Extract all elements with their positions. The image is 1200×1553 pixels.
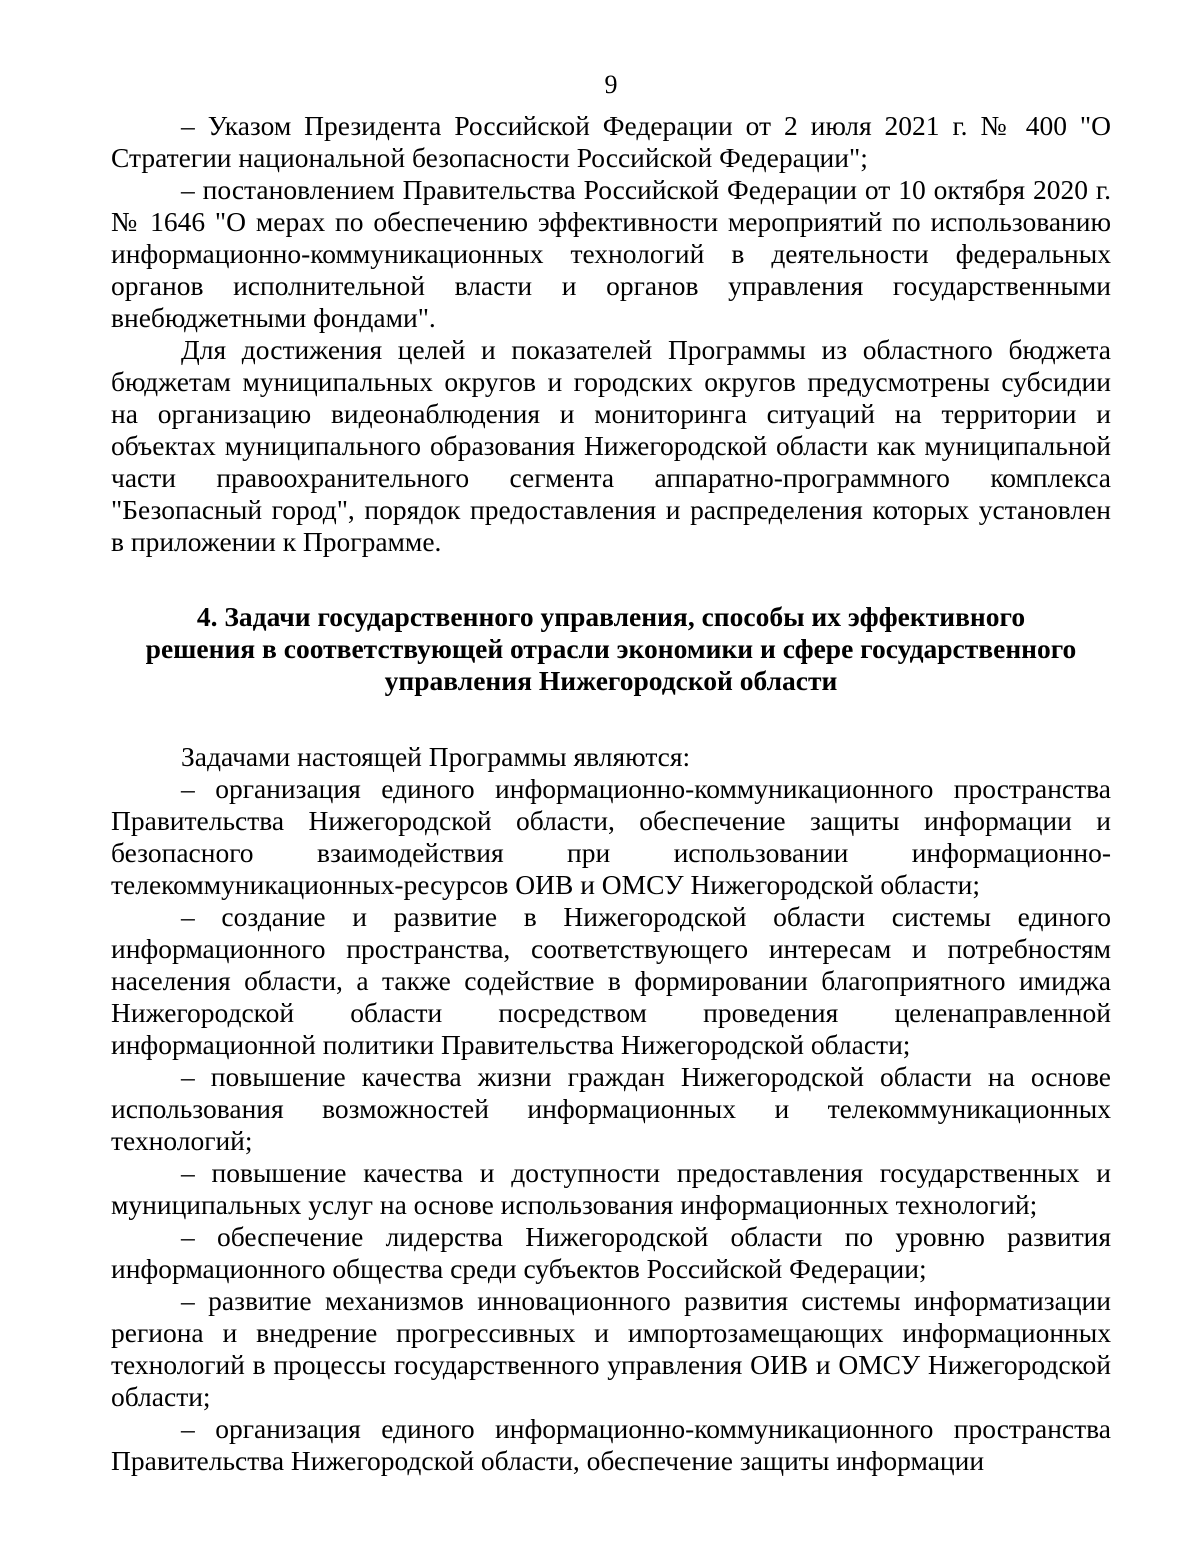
page-number: 9 xyxy=(604,70,618,99)
section-heading-line-3: управления Нижегородской области xyxy=(384,665,838,696)
section-heading xyxy=(111,601,1111,697)
list-item-task: – создание и развитие в Нижегородской области системы единого информационного пространства, соответствующего интересам и потребностям населения области, а также содействие в формировании благоприятного имиджа Нижегородской области посредством проведения целенаправленной информационной политики Правительства Нижегородской области; xyxy=(111,901,1111,1060)
paragraph-subsidies: Для достижения целей и показателей Программы из областного бюджета бюджетам муниципальных округов и городских округов предусмотрены субсидии на организацию видеонаблюдения и мониторинга ситуаций на территории и объектах муниципального образования Нижегородской области как муниципальной части правоохранительного сегмента аппаратно-программного комплекса "Безопасный город", порядок предоставления и распределения которых установлен в приложении к Программе. xyxy=(111,334,1111,557)
document-page xyxy=(111,70,1111,1477)
paragraph-government-resolution: – постановлением Правительства Российской Федерации от 10 октября 2020 г. № 1646 "О мерах по обеспечению эффективности мероприятий по использованию информационно-коммуникационных технологий в деятельности федеральных органов исполнительной власти и органов управления государственными внебюджетными фондами". xyxy=(111,174,1111,333)
section-heading-line-2: решения в соответствующей отрасли экономики и сфере государственного xyxy=(145,633,1077,664)
section-heading-line-1: 4. Задачи государственного управления, способы их эффективного xyxy=(196,601,1026,632)
paragraph-decree-president: – Указом Президента Российской Федерации от 2 июля 2021 г. № 400 "О Стратегии национальной безопасности Российской Федерации"; xyxy=(111,110,1111,173)
list-item-task: – повышение качества и доступности предоставления государственных и муниципальных услуг на основе использования информационных технологий; xyxy=(111,1157,1111,1220)
list-item-task: – организация единого информационно-коммуникационного пространства Правительства Нижегородской области, обеспечение защиты информации и безопасного взаимодействия при использовании информационно-телекоммуникационных-ресурсов ОИВ и ОМСУ Нижегородской области; xyxy=(111,773,1111,900)
list-item-task: – повышение качества жизни граждан Нижегородской области на основе использования возможностей информационных и телекоммуникационных технологий; xyxy=(111,1061,1111,1156)
list-item-task: – обеспечение лидерства Нижегородской области по уровню развития информационного общества среди субъектов Российской Федерации; xyxy=(111,1221,1111,1284)
list-item-task: – организация единого информационно-коммуникационного пространства Правительства Нижегородской области, обеспечение защиты информации xyxy=(111,1413,1111,1476)
paragraph-tasks-intro: Задачами настоящей Программы являются: xyxy=(181,741,691,772)
list-item-task: – развитие механизмов инновационного развития системы информатизации региона и внедрение прогрессивных и импортозамещающих информационных технологий в процессы государственного управления ОИВ и ОМСУ Нижегородской области; xyxy=(111,1285,1111,1412)
